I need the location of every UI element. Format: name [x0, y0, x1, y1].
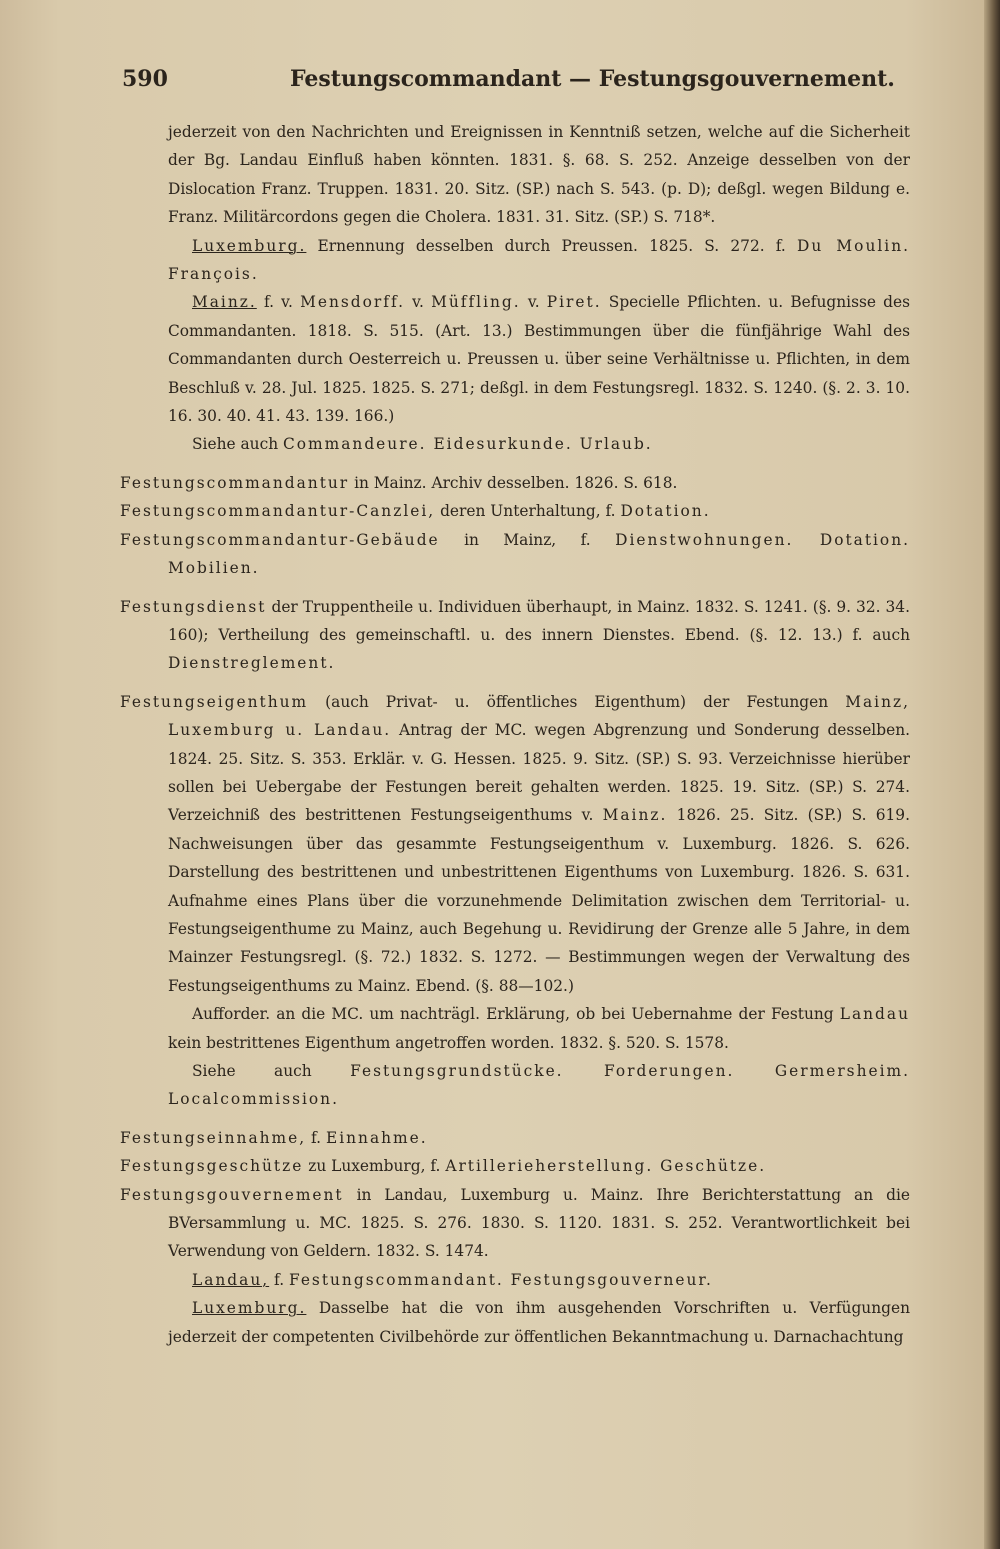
index-entry: Festungsgouvernement in Landau, Luxemburg u. Mainz. Ihre Berichterstattung an die BVersammlung u. MC. 1825. S. 276. 1830. S. 1120. 1831. S. 252. Verantwortlichkeit bei Verwendung von Geldern. 1832. S. 1474. [120, 1185, 910, 1261]
cross-reference: Commandeure. Eidesurkunde. Urlaub. [283, 435, 653, 454]
sub-paragraph: Aufforder. an die MC. um nachträgl. Erklärung, ob bei Uebernahme der Festung Landau kein bestrittenes Eigenthum angetroffen worden. 1832. §. 520. S. 1578. [168, 1005, 910, 1052]
sub-entry-luxemburg-2: Luxemburg. Dasselbe hat die von ihm ausgehenden Vorschriften u. Verfügungen jederzeit der competenten Civilbehörde zur öffentlichen Bekanntmachung u. Darnachachtung [168, 1299, 910, 1346]
continued-paragraph: jederzeit von den Nachrichten und Ereignissen in Kenntniß setzen, welche auf die Sicherheit der Bg. Landau Einfluß haben könnten. 1831. §. 68. S. 252. Anzeige desselben von der Dislocation Franz. Truppen. 1831. 20. Sitz. (SP.) nach S. 543. (p. D); deßgl. wegen Bildung e. Franz. Militärcordons gegen die Cholera. 1831. 31. Sitz. (SP.) S. 718*. [168, 123, 910, 227]
cross-reference: Artillerieherstellung. Geschütze. [445, 1157, 767, 1176]
sub-entry-heading: Luxemburg. [192, 236, 307, 255]
cross-reference: Piret. [546, 293, 602, 312]
index-entry: Festungseinnahme, f. Einnahme. [120, 1128, 428, 1147]
index-text [120, 118, 910, 1351]
entry-heading: Festungsgeschütze [120, 1157, 304, 1176]
entry-heading: Festungscommandantur-Gebäude [120, 530, 440, 549]
cross-reference: Festungscommandant. Festungsgouverneur. [288, 1270, 713, 1289]
sub-entry-luxemburg: Luxemburg. Ernennung desselben durch Preussen. 1825. S. 272. f. Du Moulin. François. [168, 236, 911, 284]
entry-heading: Festungsgouvernement [120, 1185, 344, 1204]
sub-entry-mainz: Mainz. f. v. Mensdorff. v. Müffling. v. Piret. Specielle Pflichten. u. Befugnisse des Commandanten. 1818. S. 515. (Art. 13.) Bestimmungen über die fünfjährige Wahl des Commandanten durch Oesterreich u. Preussen u. über seine Verhältnisse u. Pflichten, in dem Beschluß v. 28. Jul. 1825. 1825. S. 271; deßgl. in dem Festungsregl. 1832. S. 1240. (§. 2. 3. 10. 16. 30. 40. 41. 43. 139. 166.) [168, 293, 911, 426]
entry-heading: Festungscommandantur-Canzlei, [120, 502, 436, 521]
index-entry: Festungsdienst der Truppentheile u. Individuen überhaupt, in Mainz. 1832. S. 1241. (§. 9. 32. 34. 160); Vertheilung des gemeinschaftl. u. des innern Dienstes. Ebend. (§. 12. 13.) f. auch Dienstreglement. [120, 597, 910, 673]
cross-reference: Mensdorff. [300, 293, 405, 312]
cross-reference: Dotation. [620, 502, 711, 521]
cross-reference: Müffling. [431, 293, 521, 312]
sub-entry-landau: Landau, f. Festungscommandant. Festungsgouverneur. [192, 1270, 713, 1289]
cross-reference: Du Moulin. François. [168, 236, 911, 284]
page-number: 590 [122, 66, 168, 92]
sub-entry-heading: Mainz. [192, 293, 257, 312]
cross-reference: Einnahme. [325, 1128, 428, 1147]
index-entry: Festungscommandantur in Mainz. Archiv desselben. 1826. S. 618. [120, 473, 678, 492]
sub-entry-heading: Luxemburg. [192, 1299, 307, 1318]
entry-heading: Festungseinnahme, [120, 1128, 307, 1147]
cross-reference: Dienstreglement. [168, 654, 336, 673]
see-also: Siehe auch Commandeure. Eidesurkunde. Urlaub. [192, 435, 653, 454]
index-entry: Festungsgeschütze zu Luxemburg, f. Artillerieherstellung. Geschütze. [120, 1157, 767, 1176]
entry-heading: Festungseigenthum [120, 692, 309, 711]
see-also: Siehe auch Festungsgrundstücke. Forderungen. Germersheim. Localcommission. [168, 1062, 911, 1109]
entry-heading: Festungscommandantur [120, 473, 350, 492]
running-title: Festungscommandant — Festungsgouvernement. [290, 66, 895, 92]
index-entry: Festungseigenthum (auch Privat- u. öffentliches Eigenthum) der Festungen Mainz, Luxemburg u. Landau. Antrag der MC. wegen Abgrenzung und Sonderung desselben. 1824. 25. Sitz. S. 353. Erklär. v. G. Hessen. 1825. 9. Sitz. (SP.) S. 93. Verzeichnisse hierüber sollen bei Uebergabe der Festungen bereit gehalten werden. 1825. 19. Sitz. (SP.) S. 274. Verzeichniß des bestrittenen Festungseigenthums v. Mainz. 1826. 25. Sitz. (SP.) S. 619. Nachweisungen über das gesammte Festungseigenthum v. Luxemburg. 1826. S. 626. Darstellung des bestrittenen und unbestrittenen Eigenthums von Luxemburg. 1826. S. 631. Aufnahme eines Plans über die vorzunehmende Delimitation zwischen dem Territorial- u. Festungseigenthume zu Mainz, auch Begehung u. Revidirung der Grenze alle 5 Jahre, in dem Mainzer Festungsregl. (§. 72.) 1832. S. 1272. — Bestimmungen wegen der Verwaltung des Festungseigenthums zu Mainz. Ebend. (§. 88—102.) [120, 692, 910, 995]
cross-reference: Dienstwohnungen. Dotation. Mobilien. [168, 530, 910, 578]
entry-heading: Festungsdienst [120, 597, 267, 616]
cross-reference: Festungsgrundstücke. Forderungen. Germersheim. Localcommission. [168, 1062, 911, 1109]
index-entry: Festungscommandantur-Gebäude in Mainz, f. Dienstwohnungen. Dotation. Mobilien. [120, 530, 910, 578]
page-edge [984, 0, 1000, 1549]
index-entry: Festungscommandantur-Canzlei, deren Unterhaltung, f. Dotation. [120, 502, 711, 521]
sub-entry-heading: Landau, [192, 1270, 270, 1289]
page-header [118, 66, 918, 102]
